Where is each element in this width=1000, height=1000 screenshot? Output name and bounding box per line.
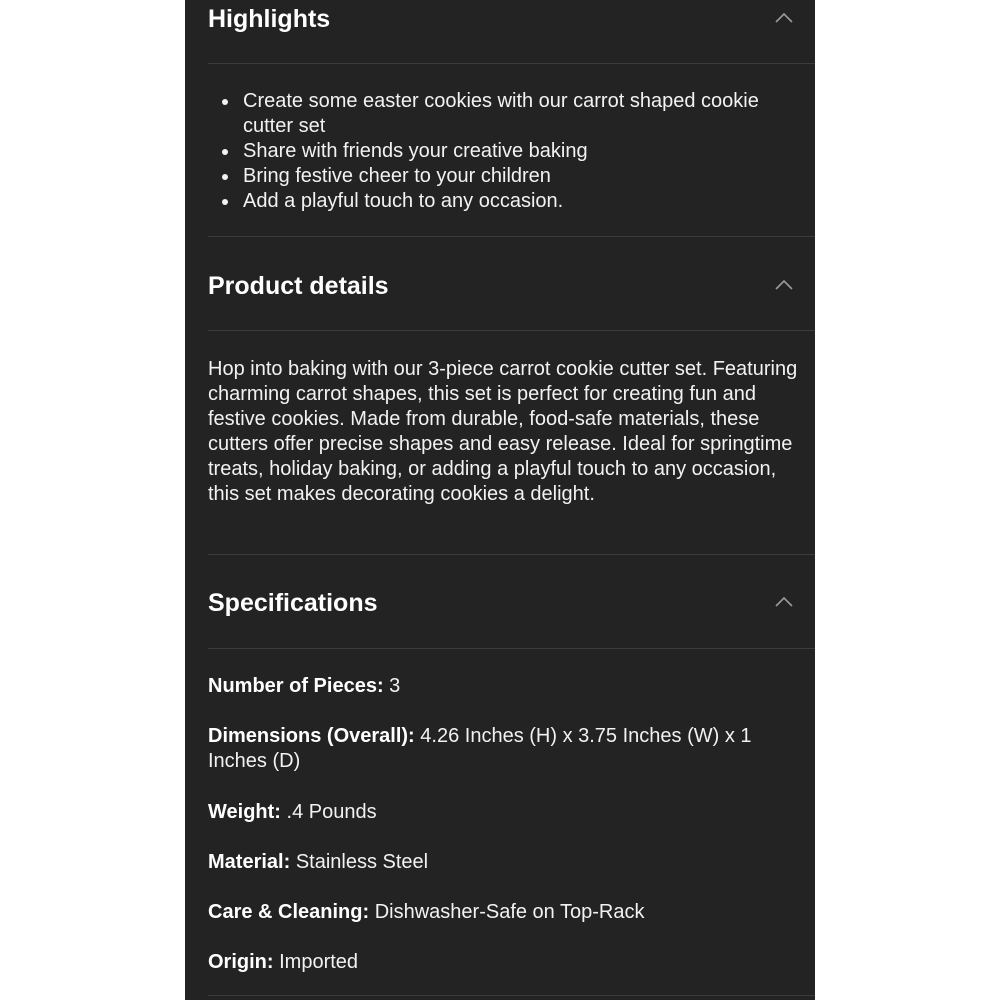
- spec-label: Weight:: [208, 801, 281, 823]
- spec-value: 3: [389, 675, 401, 697]
- highlights-header[interactable]: [208, 4, 815, 34]
- spec-label: Dimensions (Overall):: [208, 725, 415, 747]
- divider: [208, 236, 815, 237]
- divider: [208, 554, 815, 555]
- spec-origin: [208, 950, 788, 975]
- highlights-title: Highlights: [208, 5, 331, 33]
- spec-label: Care & Cleaning:: [208, 901, 370, 923]
- spec-label: Number of Pieces:: [208, 675, 384, 697]
- divider: [208, 648, 815, 649]
- chevron-up-icon[interactable]: [775, 596, 793, 608]
- chevron-up-icon[interactable]: [775, 279, 793, 291]
- spec-number-of-pieces: [208, 674, 788, 699]
- spec-value: 4.26 Inches (H) x 3.75 Inches (W) x 1 Inches (D): [208, 725, 752, 772]
- divider: [208, 995, 815, 996]
- spec-label: Origin:: [208, 951, 274, 973]
- spec-value: Stainless Steel: [295, 851, 429, 873]
- spec-weight: [208, 800, 788, 825]
- spec-label: Material:: [208, 851, 291, 873]
- spec-dimensions: [208, 724, 788, 774]
- product-details-title: Product details: [208, 272, 389, 300]
- spec-care-cleaning: [208, 900, 788, 925]
- highlights-list: [208, 89, 803, 214]
- product-info-panel: [185, 0, 815, 1000]
- product-details-header[interactable]: [208, 271, 815, 301]
- divider: [208, 330, 815, 331]
- chevron-up-icon[interactable]: [775, 12, 793, 24]
- spec-material: [208, 850, 788, 875]
- specifications-title: Specifications: [208, 589, 378, 617]
- spec-value: Imported: [279, 951, 359, 973]
- specifications-header[interactable]: [208, 588, 815, 618]
- list-item: Share with friends your creative baking: [243, 139, 803, 164]
- product-description: Hop into baking with our 3-piece carrot cookie cutter set. Featuring charming carrot shapes, this set is perfect for creating fun and festive cookies. Made from durable, food-safe materials, these cutters offer precise shapes and easy release. Ideal for springtime treats, holiday baking, or adding a playful touch to any occasion, this set makes decorating cookies a delight.: [208, 358, 798, 505]
- spec-value: Dishwasher-Safe on Top-Rack: [374, 901, 645, 923]
- list-item: Add a playful touch to any occasion.: [243, 189, 803, 214]
- list-item: Bring festive cheer to your children: [243, 164, 803, 189]
- list-item: Create some easter cookies with our carrot shaped cookie cutter set: [243, 89, 803, 139]
- spec-value: .4 Pounds: [286, 801, 377, 823]
- divider: [208, 63, 815, 64]
